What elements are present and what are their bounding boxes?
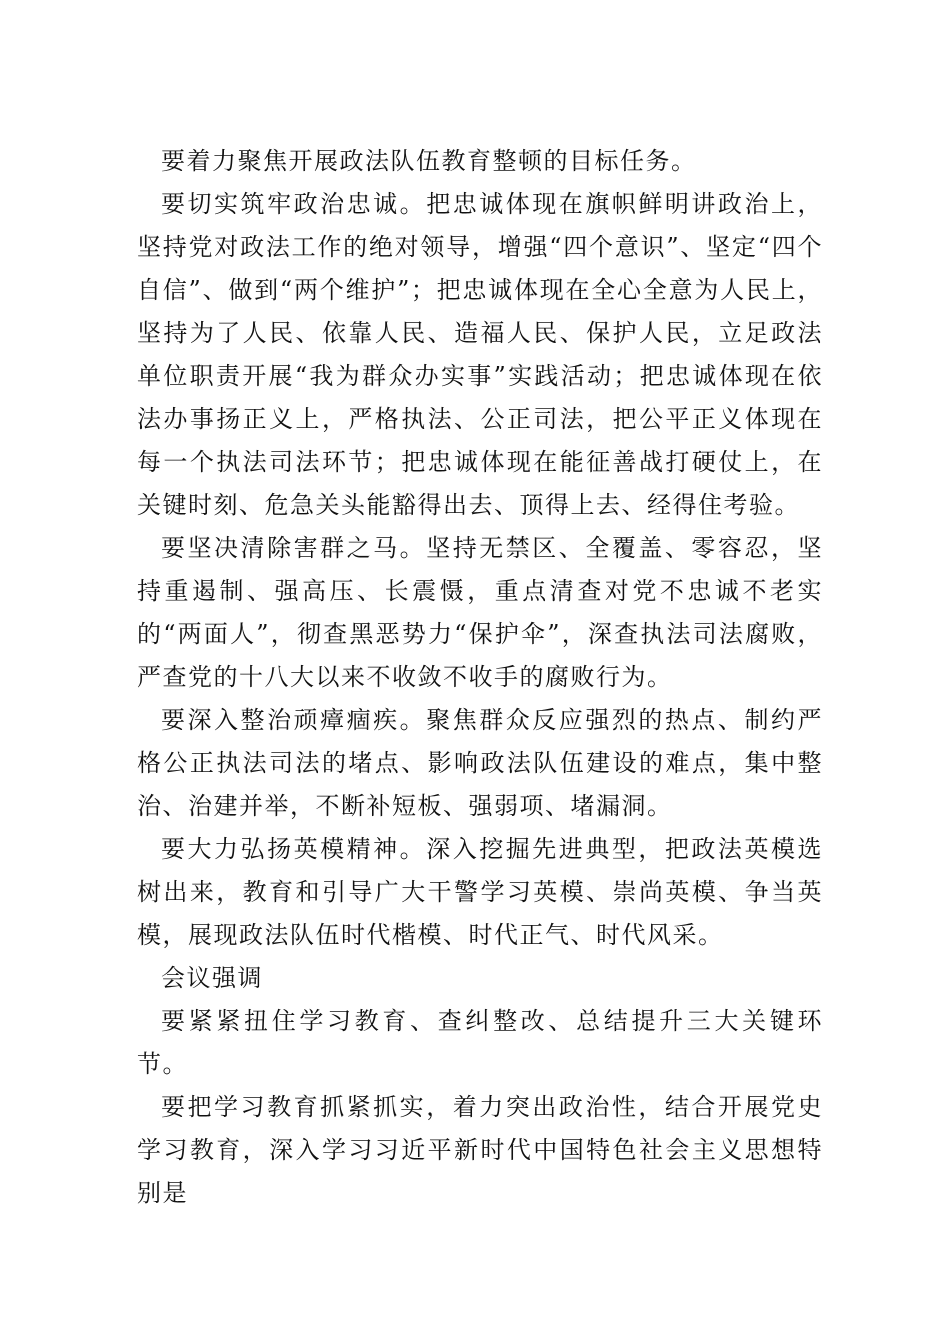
paragraph-meeting-emphasized: 会议强调	[161, 964, 263, 992]
paragraph-rectify-stubborn-problems: 要深入整治顽瘴痼疾。聚焦群众反应强烈的热点、制约严格公正执法司法的堵点、影响政法队伍建设的难点，集中整治、治建并举，不断补短板、强弱项、堵漏洞。	[137, 706, 823, 820]
paragraph-promote-heroes: 要大力弘扬英模精神。深入挖掘先进典型，把政法英模选树出来，教育和引导广大干警学习英模、崇尚英模、争当英模，展现政法队伍时代楷模、时代正气、时代风采。	[137, 835, 823, 949]
paragraph-study-education: 要把学习教育抓紧抓实，着力突出政治性，结合开展党史学习教育，深入学习习近平新时代中国特色社会主义思想特别是	[137, 1093, 823, 1207]
paragraph-remove-black-sheep: 要坚决清除害群之马。坚持无禁区、全覆盖、零容忍，坚持重遏制、强高压、长震慑，重点清查对党不忠诚不老实的“两面人”，彻查黑恶势力“保护伞”，深查执法司法腐败，严查党的十八大以来不收敛不收手的腐败行为。	[137, 534, 823, 691]
paragraph-three-key-links: 要紧紧扭住学习教育、查纠整改、总结提升三大关键环节。	[137, 1007, 823, 1078]
document-body	[137, 140, 823, 1215]
paragraph-task-goal: 要着力聚焦开展政法队伍教育整顿的目标任务。	[161, 147, 697, 175]
paragraph-political-loyalty: 要切实筑牢政治忠诚。把忠诚体现在旗帜鲜明讲政治上，坚持党对政法工作的绝对领导，增强“四个意识”、坚定“四个自信”、做到“两个维护”；把忠诚体现在全心全意为人民上，坚持为了人民、依靠人民、造福人民、保护人民，立足政法单位职责开展“我为群众办实事”实践活动；把忠诚体现在依法办事扬正义上，严格执法、公正司法，把公平正义体现在每一个执法司法环节；把忠诚体现在能征善战打硬仗上，在关键时刻、危急关头能豁得出去、顶得上去、经得住考验。	[137, 190, 823, 519]
